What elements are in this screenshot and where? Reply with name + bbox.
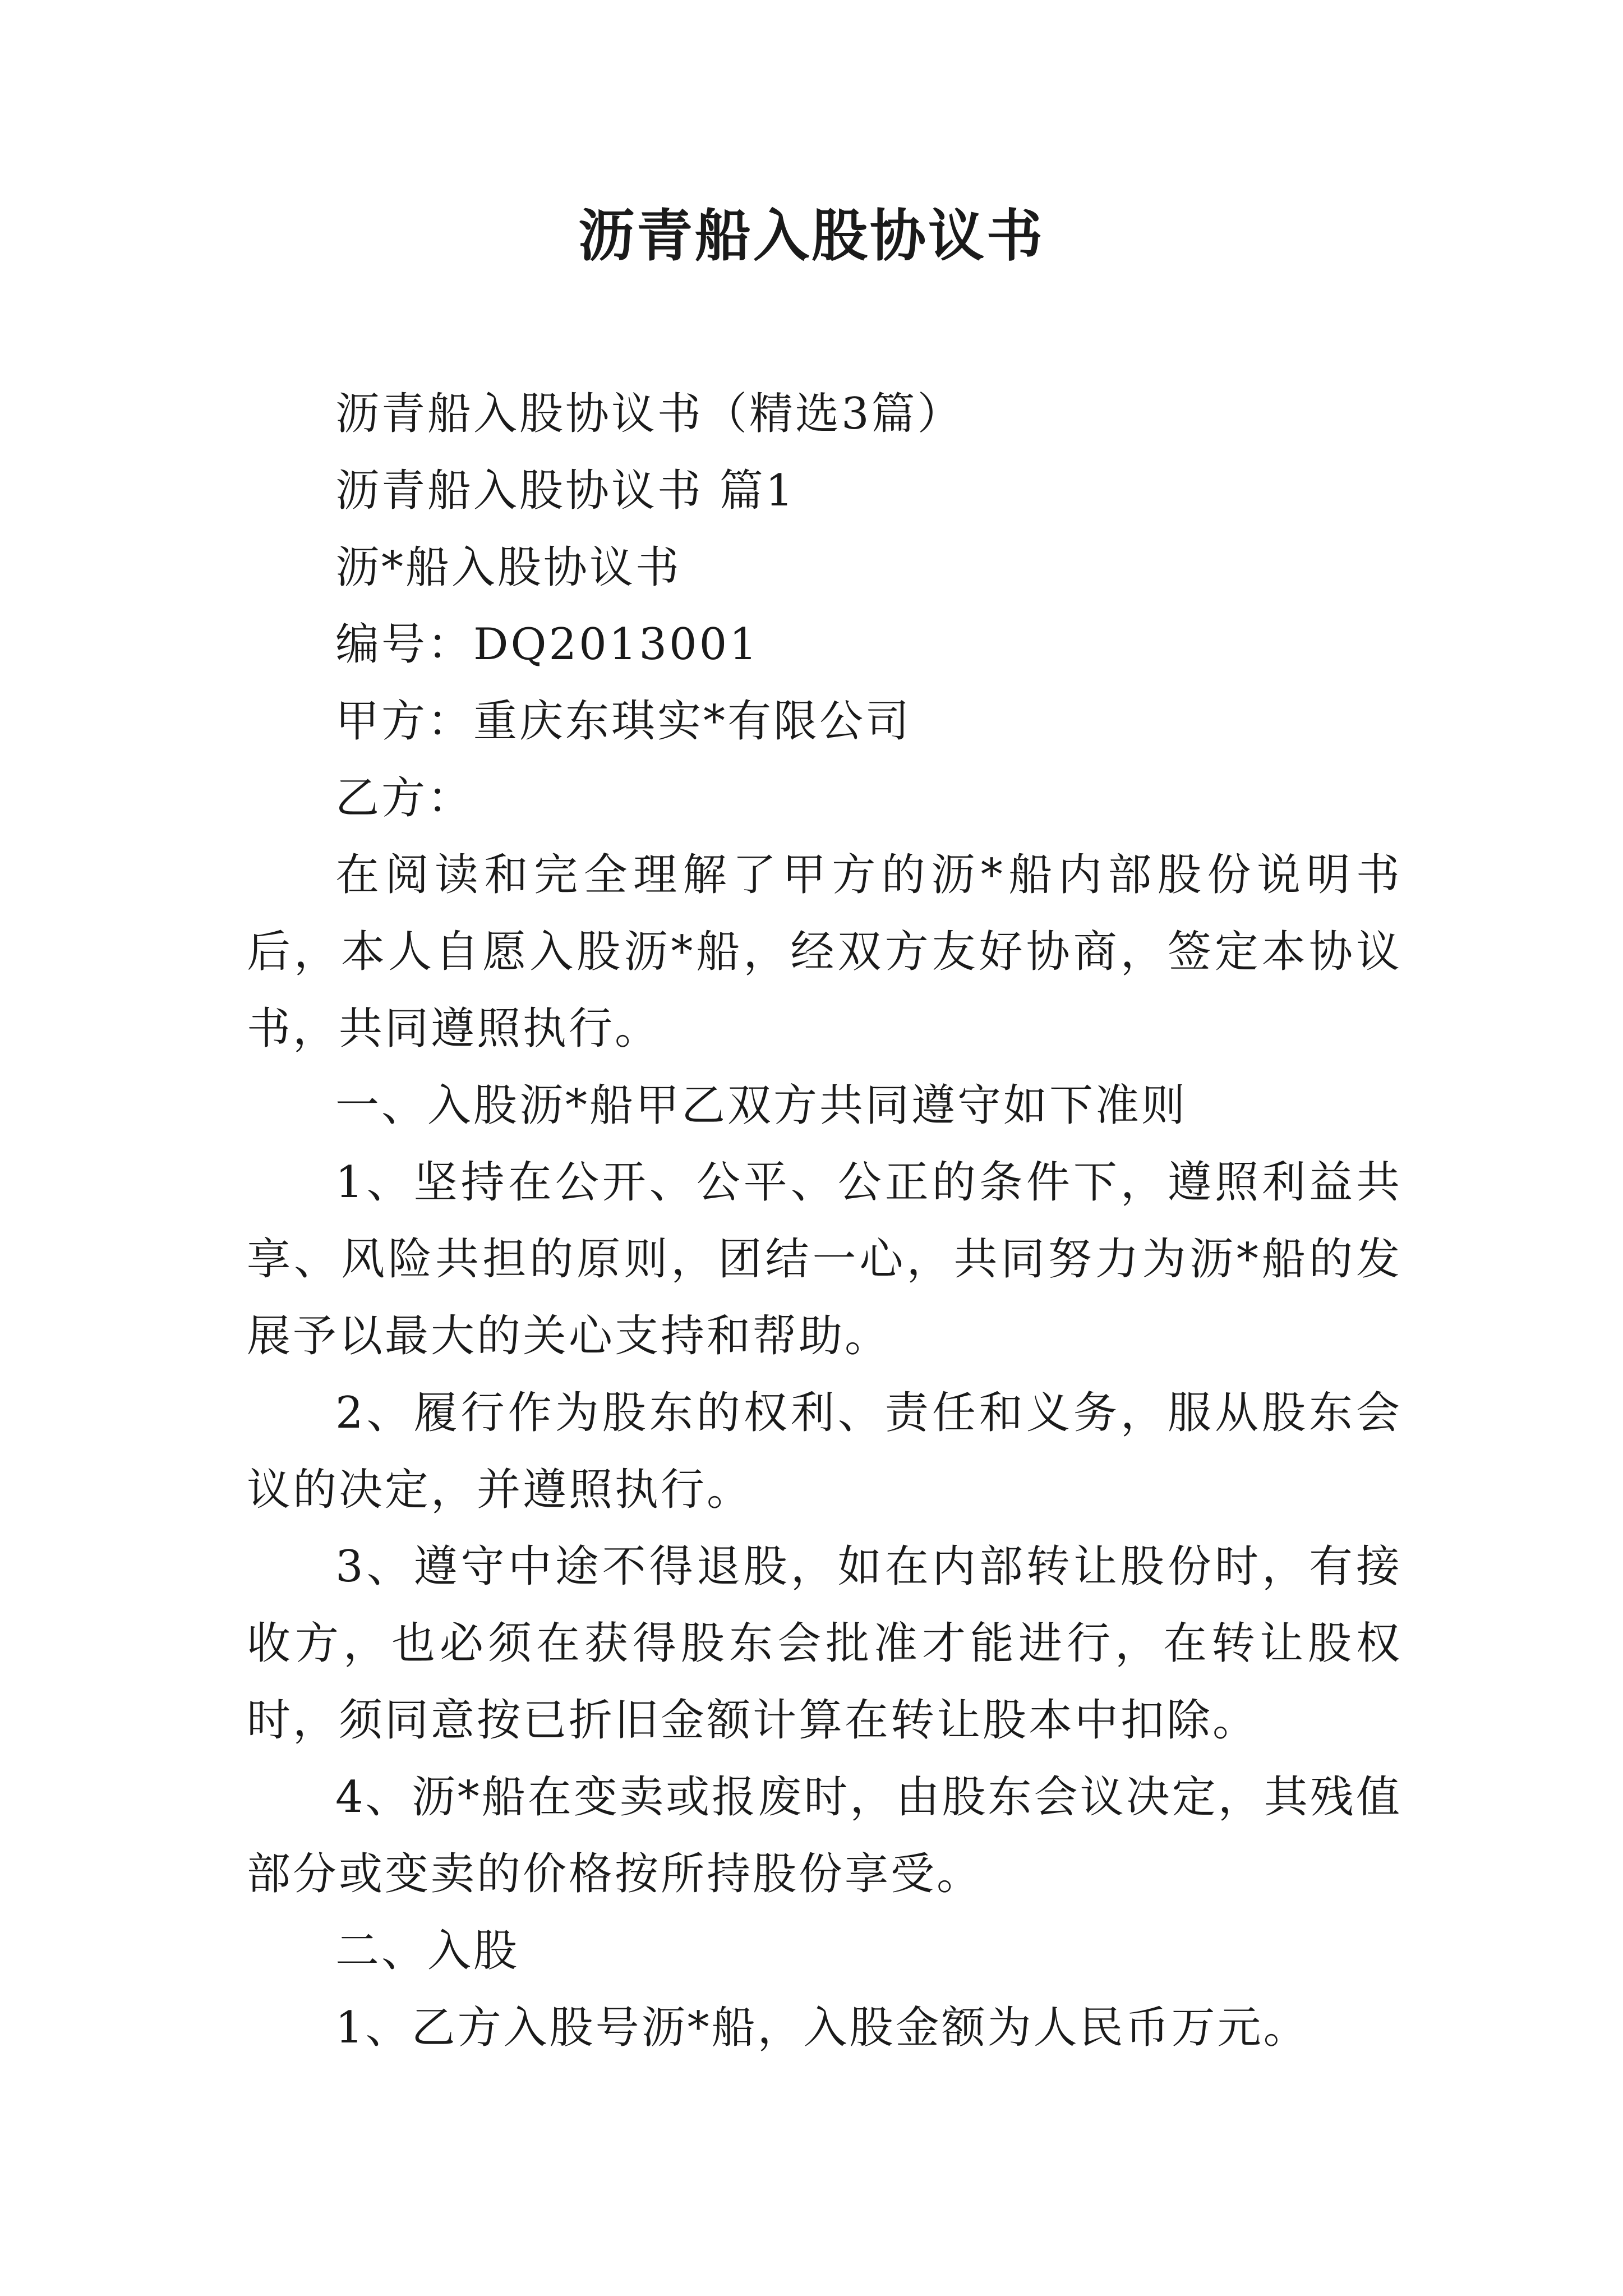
- paragraph-clause-1-3: 3、遵守中途不得退股，如在内部转让股份时，有接收方，也必须在获得股东会批准才能进行，在转让股权时，须同意按已折旧金额计算在转让股本中扣除。: [247, 1542, 1402, 1746]
- document-title: 沥青船入股协议书: [578, 203, 1045, 269]
- paragraph-clause-1-1: 1、坚持在公开、公平、公正的条件下，遵照利益共享、风险共担的原则，团结一心，共同努力为沥*船的发展予以最大的关心支持和帮助。: [247, 1157, 1402, 1361]
- paragraph-section-heading: 沥青船入股协议书 篇1: [335, 466, 796, 516]
- paragraph-clause-1-4: 4、沥*船在变卖或报废时，由股东会议决定，其残值部分或变卖的价格按所持股份享受。: [247, 1772, 1402, 1899]
- paragraph-clause-heading-2: 二、入股: [335, 1926, 520, 1976]
- paragraph-preamble: 在阅读和完全理解了甲方的沥*船内部股份说明书后，本人自愿入股沥*船，经双方友好协商，签定本协议书，共同遵照执行。: [247, 850, 1402, 1054]
- paragraph-agreement-name: 沥*船入股协议书: [335, 542, 682, 593]
- paragraph-clause-2-1: 1、乙方入股号沥*船，入股金额为人民币万元。: [335, 2003, 1310, 2053]
- paragraph-party-a: 甲方：重庆东琪实*有限公司: [335, 696, 912, 747]
- paragraph-party-b: 乙方：: [335, 773, 474, 823]
- document-body: [247, 376, 1402, 2067]
- paragraph-clause-1-2: 2、履行作为股东的权利、责任和义务，服从股东会议的决定，并遵照执行。: [247, 1388, 1402, 1515]
- paragraph-number: 编号：DQ2013001: [335, 619, 759, 670]
- paragraph-clause-heading-1: 一、入股沥*船甲乙双方共同遵守如下准则: [335, 1080, 1188, 1131]
- paragraph-subtitle: 沥青船入股协议书（精选3篇）: [335, 389, 963, 439]
